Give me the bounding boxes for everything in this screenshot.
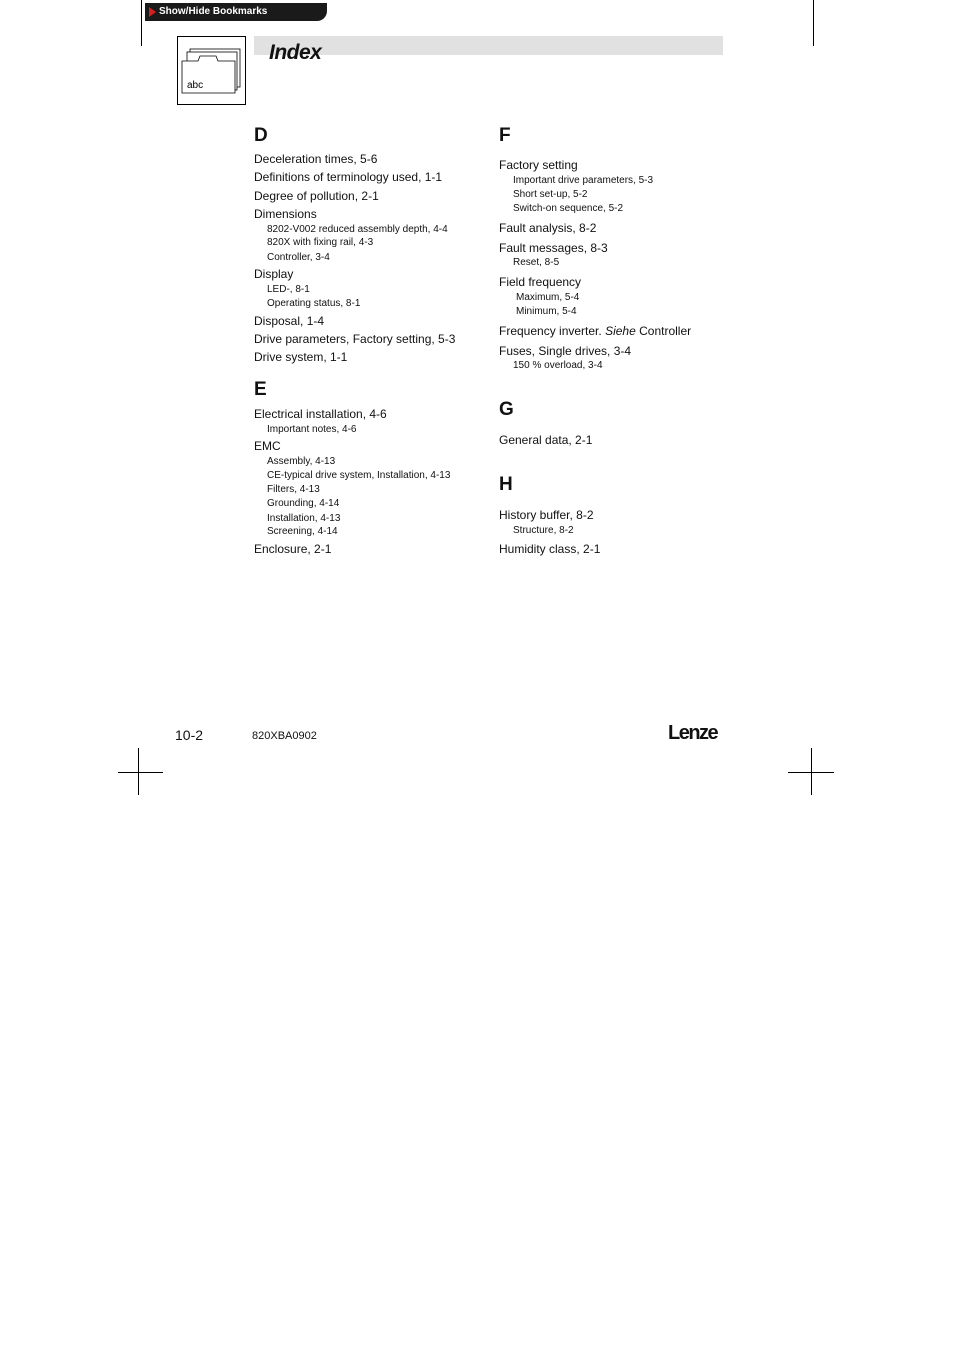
page-title: Index — [269, 41, 322, 64]
index-entry[interactable]: Degree of pollution, 2-1 — [254, 189, 379, 203]
index-entry[interactable]: Enclosure, 2-1 — [254, 542, 332, 556]
index-subentry[interactable]: 820X with fixing rail, 4-3 — [267, 237, 374, 248]
index-subentry[interactable]: Installation, 4-13 — [267, 513, 341, 524]
index-entry[interactable]: Fuses, Single drives, 3-4 — [499, 344, 632, 358]
index-subentry[interactable]: 8202-V002 reduced assembly depth, 4-4 — [267, 224, 448, 235]
index-entry[interactable]: Deceleration times, 5-6 — [254, 152, 378, 166]
index-subentry[interactable]: Short set-up, 5-2 — [513, 189, 588, 200]
index-subentry[interactable]: Assembly, 4-13 — [267, 456, 336, 467]
crop-mark — [813, 0, 814, 46]
index-entry[interactable]: Disposal, 1-4 — [254, 314, 325, 328]
index-entry[interactable]: Dimensions — [254, 207, 317, 221]
crop-mark — [118, 772, 163, 773]
index-entry[interactable]: Humidity class, 2-1 — [499, 542, 601, 556]
section-letter-d: D — [254, 125, 268, 146]
index-subentry[interactable]: Minimum, 5-4 — [516, 306, 577, 317]
index-subentry[interactable]: Screening, 4-14 — [267, 526, 338, 537]
index-entry[interactable]: General data, 2-1 — [499, 433, 593, 447]
index-entry[interactable]: Definitions of terminology used, 1-1 — [254, 170, 443, 184]
index-entry[interactable]: Factory setting — [499, 158, 578, 172]
index-subentry[interactable]: Grounding, 4-14 — [267, 498, 340, 509]
section-letter-h: H — [499, 474, 513, 495]
index-entry[interactable]: Field frequency — [499, 275, 582, 289]
crop-mark — [141, 0, 142, 46]
triangle-right-icon — [149, 7, 156, 17]
show-hide-bookmarks-button[interactable] — [145, 3, 327, 21]
index-subentry[interactable]: Reset, 8-5 — [513, 257, 560, 268]
title-bar — [254, 36, 723, 55]
document-code: 820XBA0902 — [252, 730, 317, 742]
index-entry[interactable]: History buffer, 8-2 — [499, 508, 594, 522]
index-subentry[interactable]: Filters, 4-13 — [267, 484, 320, 495]
index-entry[interactable]: Drive system, 1-1 — [254, 350, 348, 364]
index-entry[interactable]: Fault analysis, 8-2 — [499, 221, 597, 235]
index-subentry[interactable]: Controller, 3-4 — [267, 252, 330, 263]
index-subentry[interactable]: CE-typical drive system, Installation, 4-13 — [267, 470, 451, 481]
index-subentry[interactable]: Structure, 8-2 — [513, 525, 574, 536]
index-subentry[interactable]: LED-, 8-1 — [267, 284, 310, 295]
bookmarks-tab-label: Show/Hide Bookmarks — [159, 6, 268, 17]
index-entry[interactable]: Drive parameters, Factory setting, 5-3 — [254, 332, 456, 346]
index-entry[interactable]: EMC — [254, 439, 281, 453]
index-entry[interactable]: Frequency inverter. Siehe Controller — [499, 324, 692, 338]
index-subentry[interactable]: Operating status, 8-1 — [267, 298, 361, 309]
lenze-logo: Lenze — [668, 722, 718, 744]
index-folder-icon-box — [177, 36, 246, 105]
index-entry[interactable]: Fault messages, 8-3 — [499, 241, 608, 255]
svg-text:abc: abc — [187, 80, 204, 91]
index-subentry[interactable]: Important drive parameters, 5-3 — [513, 175, 654, 186]
folder-cards-icon — [178, 37, 245, 104]
index-subentry[interactable]: Important notes, 4-6 — [267, 424, 357, 435]
index-entry[interactable]: Display — [254, 267, 294, 281]
page-number: 10-2 — [175, 727, 204, 743]
index-subentry[interactable]: Switch-on sequence, 5-2 — [513, 203, 624, 214]
index-subentry[interactable]: 150 % overload, 3-4 — [513, 360, 603, 371]
section-letter-g: G — [499, 399, 514, 420]
section-letter-f: F — [499, 125, 511, 146]
index-subentry[interactable]: Maximum, 5-4 — [516, 292, 580, 303]
index-entry[interactable]: Electrical installation, 4-6 — [254, 407, 387, 421]
section-letter-e: E — [254, 379, 267, 400]
crop-mark — [788, 772, 834, 773]
